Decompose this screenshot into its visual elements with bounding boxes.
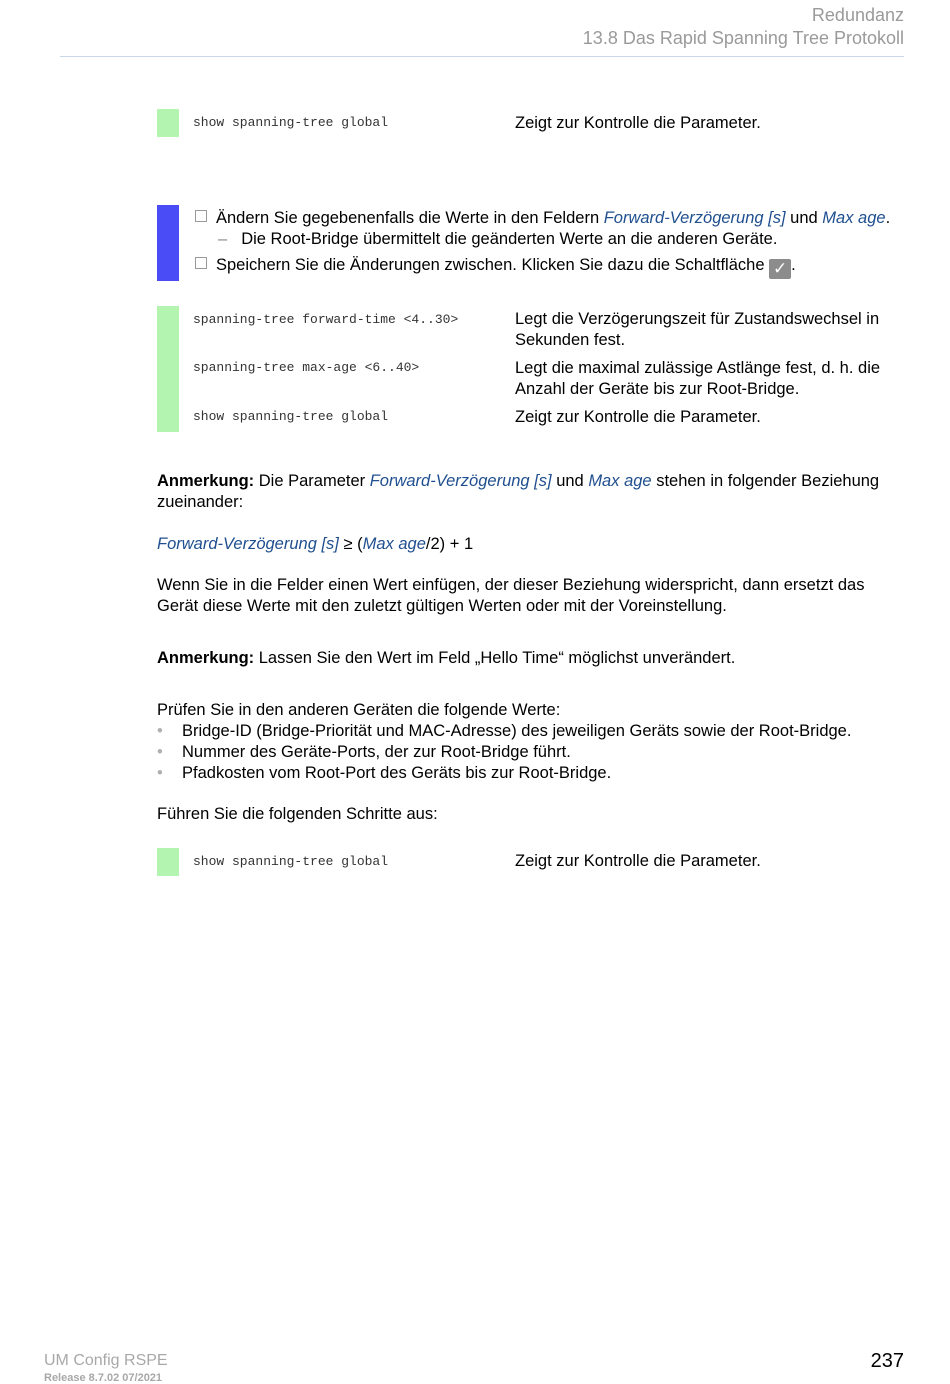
- gui-step-2: Speichern Sie die Änderungen zwischen. Klicken Sie dazu die Schaltfläche ✓ .: [195, 255, 915, 279]
- note-label: Anmerkung:: [157, 472, 255, 490]
- note-paragraph: Anmerkung: Lassen Sie den Wert im Feld „Hello Time“ möglichst unverändert.: [157, 649, 736, 667]
- field-forward-delay: Forward-Verzögerung [s]: [369, 472, 552, 490]
- cli-description: Zeigt zur Kontrolle die Parameter.: [515, 852, 761, 870]
- field-max-age: Max age: [588, 472, 652, 490]
- header-section: 13.8 Das Rapid Spanning Tree Protokoll: [582, 28, 904, 48]
- gui-step-1: Ändern Sie gegebenenfalls die Werte in den Feldern Forward-Verzögerung [s] und Max age.: [195, 208, 915, 229]
- gui-marker: [157, 205, 179, 281]
- gui-substep: – Die Root-Bridge übermittelt die geänderten Werte an die anderen Geräte.: [218, 230, 778, 248]
- cli-marker: [157, 306, 179, 432]
- field-forward-delay: Forward-Verzögerung [s]: [603, 209, 786, 227]
- cli-description: Legt die Verzögerungszeit für Zustandswechsel in Sekunden fest.: [515, 310, 880, 349]
- footer-release: Release 8.7.02 07/2021: [44, 1372, 163, 1384]
- dash-icon: –: [218, 230, 228, 248]
- cli-command: show spanning-tree global: [193, 409, 389, 424]
- header-divider: [60, 56, 904, 57]
- bullet-icon: •: [157, 764, 163, 782]
- header-chapter: Redundanz: [811, 5, 904, 25]
- footer-doc-title: UM Config RSPE: [44, 1352, 168, 1369]
- cli-description: Legt die maximal zulässige Astlänge fest, d. h. die Anzahl der Geräte bis zur Root-Bridge.: [515, 359, 881, 398]
- steps-intro: Führen Sie die folgenden Schritte aus:: [157, 805, 438, 823]
- cli-marker: [157, 848, 179, 876]
- formula: Forward-Verzögerung [s] ≥ (Max age/2) + 1: [157, 535, 474, 553]
- list-item: • Nummer des Geräte-Ports, der zur Root-Bridge führt.: [157, 743, 571, 761]
- field-max-age: Max age: [822, 209, 886, 227]
- checkmark-button-icon: ✓: [769, 259, 791, 279]
- checkbox-icon: [195, 257, 207, 269]
- cli-marker: [157, 109, 179, 137]
- bullet-list: [157, 721, 907, 784]
- list-item: • Bridge-ID (Bridge-Priorität und MAC-Adresse) des jeweiligen Geräts sowie der Root-Bridge.: [157, 722, 852, 740]
- cli-command: spanning-tree max-age <6..40>: [193, 360, 420, 375]
- list-intro: Prüfen Sie in den anderen Geräten die folgende Werte:: [157, 701, 561, 719]
- cli-command: show spanning-tree global: [193, 115, 389, 130]
- cli-command: spanning-tree forward-time <4..30>: [193, 312, 459, 327]
- body-paragraph: Wenn Sie in die Felder einen Wert einfügen, der dieser Beziehung widerspricht, dann ersetzt das Gerät diese Werte mit den zuletzt gültigen Werten oder mit der Voreinstellung.: [157, 576, 865, 615]
- bullet-icon: •: [157, 722, 163, 740]
- note-label: Anmerkung:: [157, 649, 255, 667]
- cli-description: Zeigt zur Kontrolle die Parameter.: [515, 114, 761, 132]
- checkbox-icon: [195, 210, 207, 222]
- cli-description: Zeigt zur Kontrolle die Parameter.: [515, 408, 761, 426]
- list-item: • Pfadkosten vom Root-Port des Geräts bis zur Root-Bridge.: [157, 764, 612, 782]
- note-paragraph: Anmerkung: Die Parameter Forward-Verzögerung [s] und Max age stehen in folgender Beziehung zueinander:: [157, 472, 880, 511]
- bullet-icon: •: [157, 743, 163, 761]
- cli-command: show spanning-tree global: [193, 854, 389, 869]
- page-number: 237: [870, 1350, 904, 1372]
